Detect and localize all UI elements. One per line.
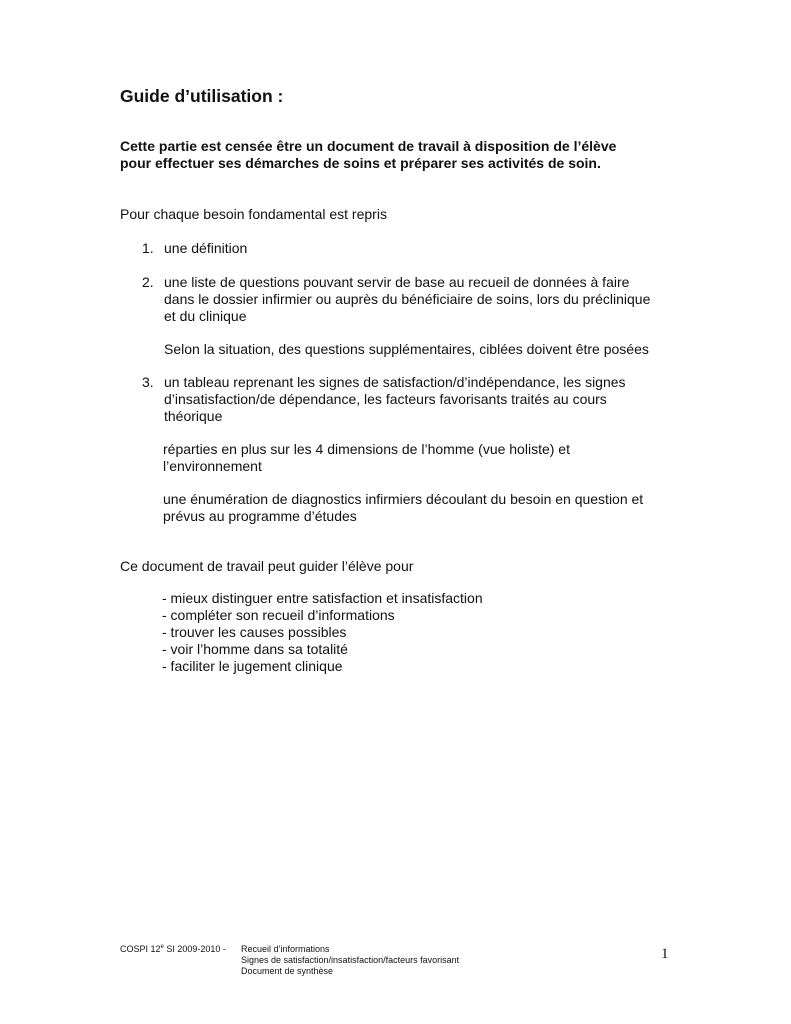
list-item-note — [163, 491, 643, 525]
list-item — [164, 274, 650, 325]
intro-line: pour effectuer ses démarches de soins et préparer ses activités de soin. — [120, 155, 601, 171]
section-lead: Ce document de travail peut guider l’élève pour — [120, 558, 414, 574]
page-footer — [120, 944, 460, 976]
page-title: Guide d’utilisation : — [120, 86, 284, 106]
list-item: - faciliter le jugement clinique — [162, 658, 343, 674]
list-item-line: et du clinique — [164, 308, 247, 324]
guide-list — [162, 590, 483, 675]
footer-line: Recueil d’informations — [241, 944, 330, 954]
footer-course-code: COSPI 12 — [120, 944, 161, 954]
intro-line: Cette partie est censée être un document de travail à disposition de l’élève — [120, 138, 617, 154]
footer-description — [241, 944, 459, 977]
list-item-line: un tableau reprenant les signes de satisfaction/d’indépendance, les signes — [164, 374, 626, 390]
list-number: 3. — [142, 374, 154, 390]
list-item — [164, 240, 247, 257]
note-line: prévus au programme d’études — [163, 508, 357, 524]
note-line: réparties en plus sur les 4 dimensions de l’homme (vue holiste) et — [163, 441, 570, 457]
list-item-note — [163, 441, 570, 475]
list-item-line: une liste de questions pouvant servir de base au recueil de données à faire — [164, 274, 630, 290]
list-number: 2. — [142, 274, 154, 290]
footer-line: Signes de satisfaction/insatisfaction/facteurs favorisant — [241, 955, 460, 965]
list-item-line: théorique — [164, 408, 223, 424]
list-item: - voir l’homme dans sa totalité — [162, 641, 348, 657]
footer-course — [120, 944, 226, 954]
list-item — [164, 374, 626, 425]
list-item: - trouver les causes possibles — [162, 624, 347, 640]
section-lead: Pour chaque besoin fondamental est repris — [120, 206, 387, 222]
list-item-line: une définition — [164, 240, 248, 256]
page-number: 1 — [661, 946, 669, 962]
list-item-note: Selon la situation, des questions supplémentaires, ciblées doivent être posées — [164, 341, 649, 357]
list-item: - compléter son recueil d’informations — [162, 607, 395, 623]
intro-paragraph — [120, 138, 680, 172]
list-number: 1. — [142, 240, 154, 256]
note-line: une énumération de diagnostics infirmiers découlant du besoin en question et — [163, 491, 644, 507]
list-item-line: dans le dossier infirmier ou auprès du bénéficiaire de soins, lors du préclinique — [164, 291, 651, 307]
list-item-line: d’insatisfaction/de dépendance, les facteurs favorisants traités au cours — [164, 391, 607, 407]
footer-course-year: SI 2009-2010 - — [163, 944, 226, 954]
footer-course-sup: e — [160, 944, 164, 950]
note-line: l’environnement — [163, 458, 262, 474]
footer-line: Document de synthèse — [241, 966, 334, 976]
list-item: - mieux distinguer entre satisfaction et insatisfaction — [162, 590, 483, 606]
